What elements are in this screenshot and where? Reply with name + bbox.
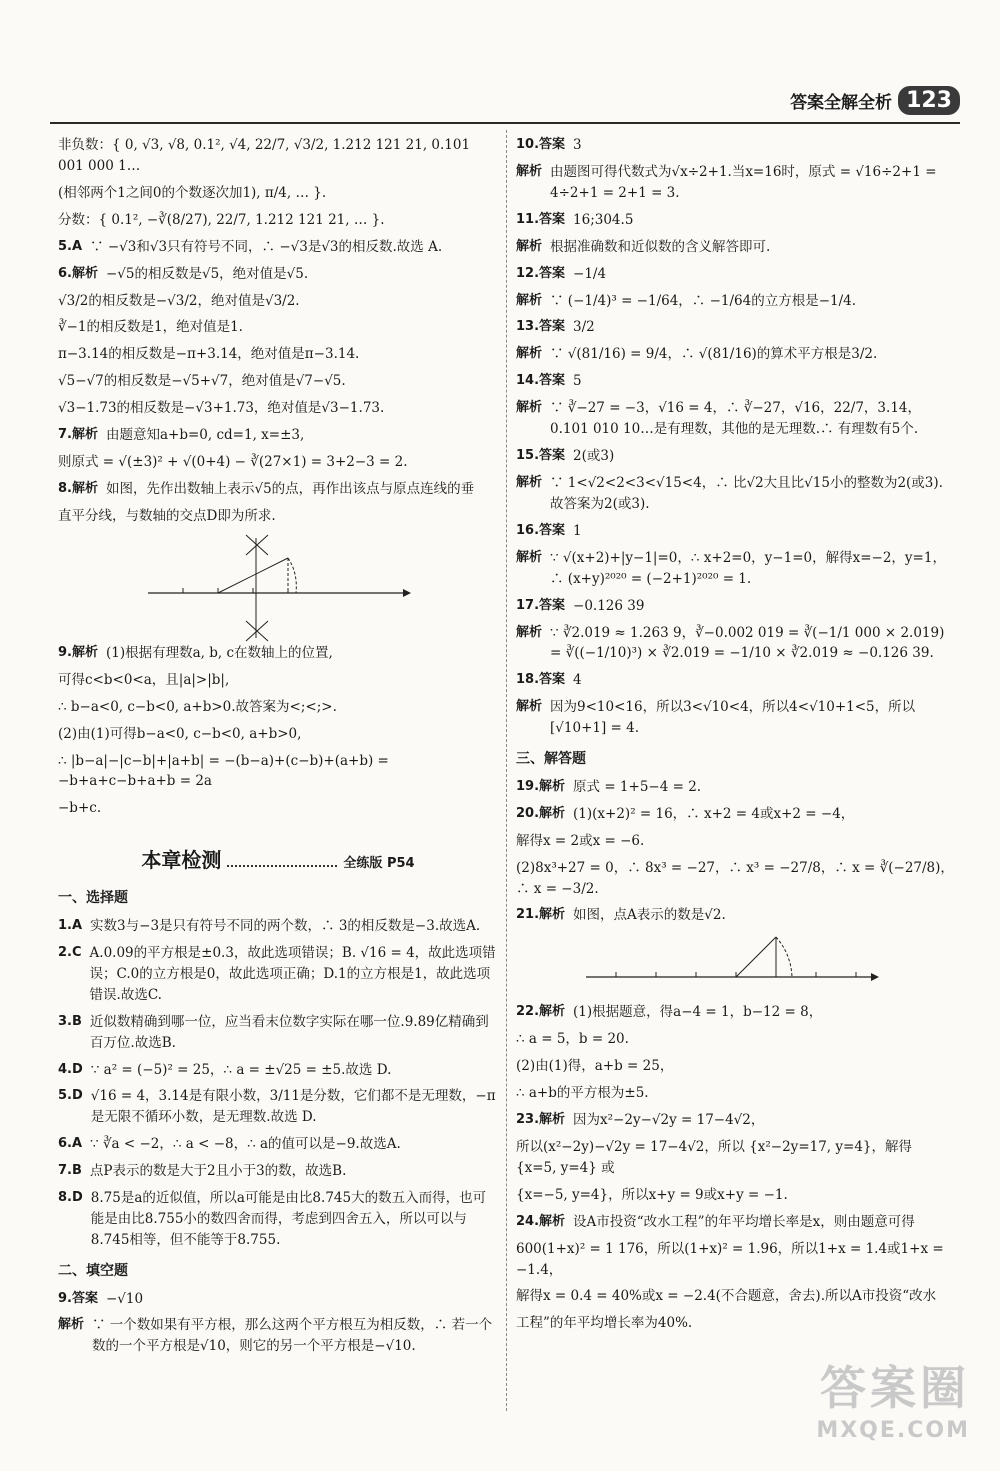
answer-item bbox=[516, 905, 956, 926]
arc bbox=[288, 558, 296, 593]
answer-item bbox=[516, 548, 956, 590]
item-tag: 19.解析 bbox=[516, 778, 566, 794]
answer-item bbox=[516, 473, 956, 515]
item-tag: 5.D bbox=[58, 1088, 83, 1104]
answer-item bbox=[58, 1188, 498, 1251]
answer-item bbox=[58, 1289, 498, 1310]
item-text: ∵ ∛−27 = −3，√16 = 4，∴ ∛−27，√16，22/7，3.14，0.101 010 10…是有理数，其他的是无理数.∴ 有理数有5个. bbox=[550, 400, 921, 438]
text-line: ∴ b−a<0, c−b<0, a+b>0.故答案为<;<;>. bbox=[58, 698, 337, 715]
item-text: ∵ (−1/4)³ = −1/64，∴ −1/64的立方根是−1/4. bbox=[550, 292, 857, 309]
item-subtag: 解析 bbox=[516, 699, 543, 715]
answer-item bbox=[516, 521, 956, 542]
item-tag: 11.答案 bbox=[516, 211, 566, 227]
item-text: 设A市投资“改水工程”的年平均增长率是x，则由题意可得 bbox=[573, 1213, 915, 1230]
chapter-title: 本章检测 bbox=[141, 848, 222, 873]
section-heading: 二、填空题 bbox=[58, 1262, 128, 1279]
watermark-url: MXQE.COM bbox=[816, 1418, 970, 1443]
item-tag: 16.答案 bbox=[516, 522, 566, 538]
item-tag: 7.解析 bbox=[58, 427, 98, 443]
item-text: (1)根据有理数a, b, c在数轴上的位置, bbox=[105, 644, 333, 661]
text-line: 解得x = 0.4 = 40%或x = −2.4(不合题意，舍去).所以A市投资“改水 bbox=[516, 1288, 937, 1305]
item-tag: 24.解析 bbox=[516, 1213, 566, 1229]
item-tag: 7.B bbox=[58, 1163, 82, 1179]
item-answer: 16;304.5 bbox=[573, 211, 634, 228]
answer-item bbox=[516, 237, 956, 258]
item-tag: 18.答案 bbox=[516, 672, 566, 688]
item-tag: 9.解析 bbox=[58, 644, 98, 660]
item-subtag: 解析 bbox=[516, 292, 543, 308]
answer-item bbox=[516, 670, 956, 691]
answer-item bbox=[516, 1212, 956, 1233]
answer-item bbox=[516, 398, 956, 440]
watermark bbox=[816, 1352, 970, 1443]
text-line: 工程”的年平均增长率为40%. bbox=[516, 1315, 693, 1332]
watermark-title: 答案圈 bbox=[820, 1361, 970, 1415]
answer-item bbox=[516, 777, 956, 798]
answer-item bbox=[516, 135, 956, 156]
text-line: {x=−5, y=4}，所以x+y = 9或x+y = −1. bbox=[516, 1186, 788, 1203]
answer-item bbox=[516, 1110, 956, 1131]
item-tag: 14.答案 bbox=[516, 373, 566, 389]
answer-item bbox=[516, 210, 956, 231]
number-line-figure-2 bbox=[516, 932, 956, 1002]
item-tag: 2.C bbox=[58, 944, 82, 960]
item-tag: 22.解析 bbox=[516, 1004, 566, 1020]
item-text: ∵ ∛2.019 ≈ 1.263 9，∛−0.002 019 = ∛(−1/1 000 × 2.019) = ∛((−1/10)³) × ∛2.019 = −1/10 × ∛2.019 ≈ −0.126 39. bbox=[550, 624, 945, 662]
answer-item bbox=[516, 623, 956, 665]
item-text: 因为9<10<16，所以3<√10<4，所以4<√10+1<5，所以[√10+1] = 4. bbox=[550, 699, 916, 737]
column-divider bbox=[506, 130, 507, 1411]
item-subtag: 解析 bbox=[516, 624, 543, 640]
answer-item bbox=[58, 1086, 498, 1128]
item-tag: 6.A bbox=[58, 1136, 83, 1152]
item-text: 点P表示的数是大于2且小于3的数，故选B. bbox=[89, 1163, 347, 1180]
item-text: ∵ √(81/16) = 9/4，∴ √(81/16)的算术平方根是3/2. bbox=[550, 346, 878, 363]
item-text: 原式 = 1+5−4 = 2. bbox=[573, 778, 702, 795]
answer-item bbox=[516, 291, 956, 312]
item-answer: 4 bbox=[573, 672, 582, 689]
item-text: 近似数精确到哪一位，应当看末位数字实际在哪一位.9.89亿精确到百万位.故选B. bbox=[89, 1013, 489, 1051]
page-number: 123 bbox=[898, 86, 960, 115]
answer-item bbox=[58, 916, 498, 937]
answer-item bbox=[58, 1161, 498, 1182]
answer-item bbox=[58, 237, 498, 258]
item-text: ∵ 一个数如果有平方根，那么这两个平方根互为相反数，∴ 若一个数的一个平方根是√10，则它的另一个平方根是−√10. bbox=[92, 1317, 493, 1355]
text-line: √3−1.73的相反数是−√3+1.73，绝对值是√3−1.73. bbox=[58, 400, 385, 417]
answer-item bbox=[58, 1134, 498, 1155]
answer-item bbox=[58, 264, 498, 285]
item-tag: 13.答案 bbox=[516, 319, 566, 335]
left-column bbox=[58, 135, 498, 1363]
text-line: √5−√7的相反数是−√5+√7，绝对值是√7−√5. bbox=[58, 373, 346, 390]
item-tag: 5.A bbox=[58, 238, 83, 254]
item-subtag: 解析 bbox=[516, 474, 543, 490]
text-line: (2)8x³+27 = 0，∴ 8x³ = −27，∴ x³ = −27/8，∴ x = ∛(−27/8)，∴ x = −3/2. bbox=[516, 859, 954, 897]
text-line: 非负数：{ 0, √3, √8, 0.1², √4, 22/7, √3/2, 1.212 121 21, 0.101 001 000 1… bbox=[58, 137, 471, 174]
answer-item bbox=[516, 596, 956, 617]
answer-item bbox=[516, 804, 956, 825]
item-text: (1)(x+2)² = 16，∴ x+2 = 4或x+2 = −4， bbox=[573, 805, 855, 822]
item-tag: 17.答案 bbox=[516, 597, 566, 613]
text-line: 则原式 = √(±3)² + √(0+4) − ∛(27×1) = 3+2−3 = 2. bbox=[58, 454, 408, 471]
item-answer: −0.126 39 bbox=[573, 597, 645, 614]
arc bbox=[776, 937, 792, 977]
item-tag: 3.B bbox=[58, 1013, 82, 1029]
header-rule bbox=[50, 122, 960, 124]
axis-arrow bbox=[403, 589, 411, 597]
text-line: ∴ |b−a|−|c−b|+|a+b| = −(b−a)+(c−b)+(a+b) = −b+a+c−b+a+b = 2a bbox=[58, 752, 389, 790]
answer-item bbox=[58, 425, 498, 446]
text-line: 可得c<b<0<a，且|a|>|b|, bbox=[58, 671, 230, 688]
answer-item bbox=[516, 1002, 956, 1023]
text-line: 所以(x²−2y)−√2y = 17−4√2，所以 {x²−2y=17, y=4}，解得 {x=5, y=4} 或 bbox=[516, 1138, 913, 1176]
item-text: √16 = 4，3.14是有限小数，3/11是分数，它们都不是无理数，−π是无限不循环小数，是无理数.故选 D. bbox=[90, 1088, 496, 1126]
item-tag: 23.解析 bbox=[516, 1112, 566, 1128]
text-line: 分数：{ 0.1², −∛(8/27), 22/7, 1.212 121 21, … }. bbox=[58, 211, 385, 228]
answer-item bbox=[58, 1315, 498, 1357]
axis-arrow bbox=[871, 973, 879, 981]
item-text: ∵ a² = (−5)² = 25，∴ a = ±√25 = ±5.故选 D. bbox=[90, 1061, 392, 1078]
item-text: 由题意知a+b=0, cd=1, x=±3, bbox=[105, 427, 305, 444]
item-text: 如图，先作出数轴上表示√5的点，再作出该点与原点连线的垂 bbox=[105, 480, 475, 497]
text-line: 直平分线，与数轴的交点D即为所求. bbox=[58, 507, 276, 524]
text-line: 解得x = 2或x = −6. bbox=[516, 832, 645, 849]
item-tag: 20.解析 bbox=[516, 805, 566, 821]
right-column bbox=[516, 135, 956, 1340]
text-line: √3/2的相反数是−√3/2，绝对值是√3/2. bbox=[58, 292, 300, 309]
item-subtag: 解析 bbox=[58, 1317, 85, 1333]
item-answer: 2(或3) bbox=[573, 448, 615, 465]
item-tag: 12.答案 bbox=[516, 265, 566, 281]
answer-item bbox=[516, 371, 956, 392]
hypotenuse bbox=[736, 937, 776, 977]
item-subtag: 解析 bbox=[516, 549, 543, 565]
item-tag: 6.解析 bbox=[58, 265, 98, 281]
item-text: ∵ 1<√2<2<3<√15<4，∴ 比√2大且比√15小的整数为2(或3).故答案为2(或3). bbox=[550, 474, 943, 512]
item-answer: 1 bbox=[573, 522, 582, 539]
text-line: ∛−1的相反数是1，绝对值是1. bbox=[58, 319, 243, 336]
answer-item bbox=[516, 697, 956, 739]
number-line-figure-1 bbox=[58, 533, 498, 643]
item-text: (1)根据题意，得a−4 = 1，b−12 = 8， bbox=[573, 1004, 823, 1021]
answer-item bbox=[516, 264, 956, 285]
answer-item bbox=[58, 1060, 498, 1081]
chapter-reference: 全练版 P54 bbox=[343, 856, 415, 872]
item-text: ∵ √(x+2)+|y−1|=0，∴ x+2=0，y−1=0，解得x=−2，y=1，∴ (x+y)²⁰²⁰ = (−2+1)²⁰²⁰ = 1. bbox=[550, 549, 946, 587]
item-answer: −1/4 bbox=[573, 265, 607, 282]
answer-item bbox=[516, 446, 956, 467]
item-text: 如图，点A表示的数是√2. bbox=[573, 907, 726, 924]
item-text: A.0.09的平方根是±0.3，故此选项错误；B. √16 = 4，故此选项错误；C.0的立方根是0，故此选项正确；D.1的立方根是1，故此选项错误.故选C. bbox=[89, 944, 496, 1003]
text-line: (相邻两个1之间0的个数逐次加1), π/4, … }. bbox=[58, 184, 327, 201]
item-text: 根据准确数和近似数的含义解答即可. bbox=[550, 238, 771, 255]
answer-item bbox=[58, 1012, 498, 1054]
item-answer: 3 bbox=[573, 137, 582, 153]
item-tag: 9.答案 bbox=[58, 1290, 98, 1306]
answer-item bbox=[516, 344, 956, 365]
section-heading: 一、选择题 bbox=[58, 890, 128, 907]
item-text: ∵ −√3和√3只有符号不同，∴ −√3是√3的相反数.故选 A. bbox=[90, 238, 443, 255]
item-answer: −√10 bbox=[105, 1290, 144, 1307]
item-subtag: 解析 bbox=[516, 238, 543, 254]
item-tag: 4.D bbox=[58, 1061, 83, 1077]
answer-item bbox=[58, 943, 498, 1006]
text-line: (2)由(1)可得b−a<0, c−b<0, a+b>0, bbox=[58, 725, 302, 742]
answer-item bbox=[58, 479, 498, 500]
text-line: (2)由(1)得，a+b = 25， bbox=[516, 1058, 674, 1075]
item-text: 由题图可得代数式为√x÷2+1.当x=16时，原式 = √16÷2+1 = 4÷2+1 = 2+1 = 3. bbox=[550, 163, 937, 201]
item-text: 因为x²−2y−√2y = 17−4√2， bbox=[573, 1112, 765, 1129]
text-line: ∴ a+b的平方根为±5. bbox=[516, 1085, 649, 1102]
chapter-heading bbox=[58, 845, 498, 876]
item-subtag: 解析 bbox=[516, 400, 543, 416]
text-line: π−3.14的相反数是−π+3.14，绝对值是π−3.14. bbox=[58, 346, 360, 363]
leader-dots bbox=[227, 853, 337, 867]
item-text: ∵ ∛a < −2，∴ a < −8，∴ a的值可以是−9.故选A. bbox=[90, 1136, 401, 1153]
item-text: 实数3与−3是只有符号不同的两个数，∴ 3的相反数是−3.故选A. bbox=[90, 917, 481, 934]
item-answer: 5 bbox=[573, 373, 582, 390]
section-heading: 三、解答题 bbox=[516, 751, 586, 768]
header-title: 答案全解全析 bbox=[790, 93, 893, 113]
item-tag: 1.A bbox=[58, 917, 83, 933]
text-line: −b+c. bbox=[58, 800, 102, 817]
item-subtag: 解析 bbox=[516, 346, 543, 362]
item-text: 8.75是a的近似值，所以a可能是由比8.745大的数五入而得，也可能是由比8.755小的数四舍而得，考虑到四舍五入，所以可以与8.745相等，但不能等于8.755. bbox=[90, 1190, 487, 1248]
item-tag: 8.D bbox=[58, 1190, 83, 1206]
answer-item bbox=[58, 643, 498, 664]
item-tag: 10.答案 bbox=[516, 137, 566, 152]
hypotenuse bbox=[218, 558, 288, 593]
answer-item bbox=[516, 162, 956, 204]
item-tag: 8.解析 bbox=[58, 480, 98, 496]
answer-item bbox=[516, 317, 956, 338]
item-text: −√5的相反数是√5，绝对值是√5. bbox=[105, 265, 309, 282]
item-tag: 15.答案 bbox=[516, 448, 566, 464]
item-tag: 21.解析 bbox=[516, 907, 566, 923]
text-line: 600(1+x)² = 1 176，所以(1+x)² = 1.96，所以1+x = 1.4或1+x = −1.4， bbox=[516, 1240, 944, 1278]
item-answer: 3/2 bbox=[573, 319, 595, 336]
text-line: ∴ a = 5，b = 20. bbox=[516, 1031, 629, 1048]
page-header bbox=[790, 86, 960, 115]
item-subtag: 解析 bbox=[516, 163, 543, 179]
